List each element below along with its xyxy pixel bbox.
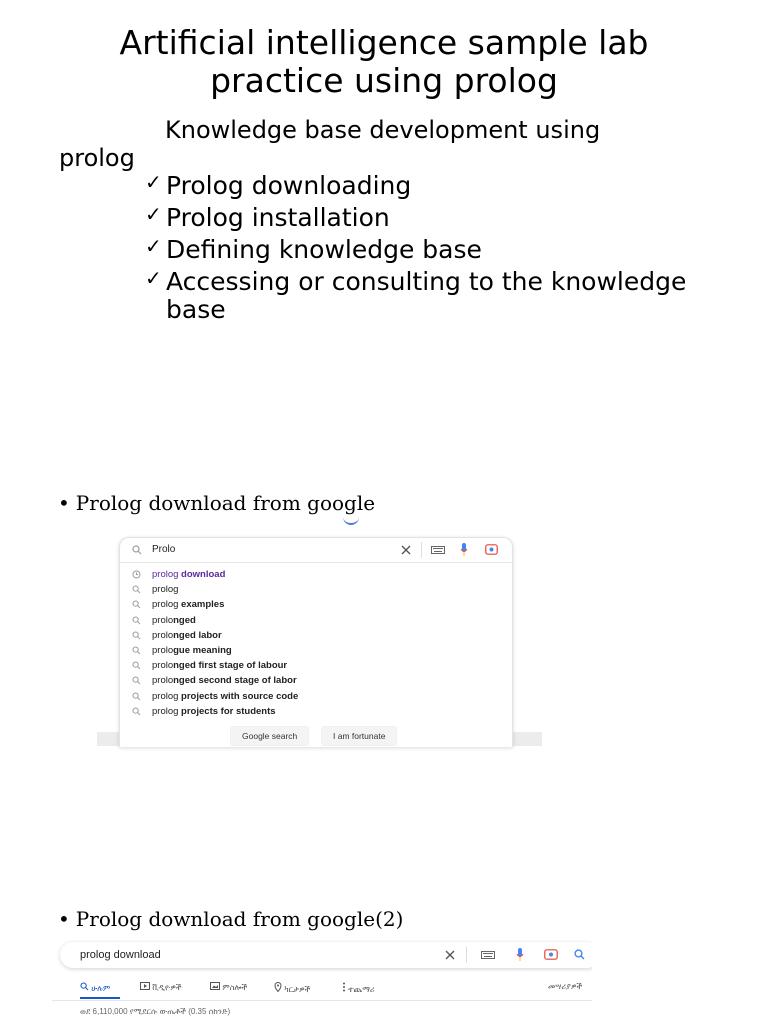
check-icon: ✓ xyxy=(145,266,162,290)
tab-more[interactable]: ተጨማሪ xyxy=(342,982,375,995)
check-icon: ✓ xyxy=(145,234,162,258)
mic-icon[interactable] xyxy=(460,543,468,556)
search-icon xyxy=(132,707,141,716)
suggestion-item[interactable]: prolog projects with source code xyxy=(120,689,512,704)
image-icon xyxy=(210,982,220,990)
title-line-1: Artificial intelligence sample lab xyxy=(119,23,649,62)
tab-images[interactable]: ምስሎች xyxy=(210,982,247,993)
suggestion-item[interactable]: prolonged labor xyxy=(120,628,512,643)
search-bar[interactable] xyxy=(120,538,512,563)
suggestion-item[interactable]: prologue meaning xyxy=(120,643,512,658)
search-icon xyxy=(132,600,141,609)
check-icon: ✓ xyxy=(145,202,162,226)
clear-icon[interactable] xyxy=(445,950,455,960)
divider xyxy=(421,542,422,558)
clear-icon[interactable] xyxy=(401,545,411,555)
subtitle-line-2: prolog xyxy=(59,144,135,172)
bullet-dot: • xyxy=(58,491,70,515)
suggestion-item[interactable]: prolog download xyxy=(120,567,512,582)
history-icon xyxy=(132,570,141,579)
divider xyxy=(466,947,467,963)
search-icon[interactable] xyxy=(574,949,585,960)
bullet-google-download-2: • Prolog download from google(2) xyxy=(58,907,404,931)
search-icon xyxy=(132,692,141,701)
search-icon xyxy=(132,661,141,670)
suggestion-list xyxy=(120,567,512,719)
mic-icon[interactable] xyxy=(516,948,524,961)
search-icon xyxy=(132,545,142,555)
result-count: ወደ 6,110,000 የሚደርሱ ውጤቶች (0.35 ሰከንድ) xyxy=(80,1007,231,1016)
tab-videos[interactable]: ቪዲዮዎች xyxy=(140,982,182,993)
bullet-google-download: • Prolog download from google xyxy=(58,491,376,515)
suggestion-item[interactable]: prolonged first stage of labour xyxy=(120,658,512,673)
checklist-item: ✓ Prolog installation xyxy=(145,202,390,232)
subtitle-line-1: Knowledge base development using xyxy=(165,116,601,144)
feeling-lucky-button[interactable]: I am fortunate xyxy=(321,726,397,746)
results-search-query[interactable]: prolog download xyxy=(80,949,161,961)
google-results-panel xyxy=(52,940,592,1024)
search-icon xyxy=(80,982,89,991)
suggestion-item[interactable]: prolog projects for students xyxy=(120,704,512,719)
slide-title xyxy=(0,24,768,100)
checklist-item: ✓ Accessing or consulting to the knowledge base xyxy=(145,266,687,324)
tabs-divider xyxy=(52,1000,592,1001)
camera-lens-icon[interactable] xyxy=(485,544,498,555)
search-icon xyxy=(132,616,141,625)
results-search-bar[interactable] xyxy=(60,942,592,968)
search-icon xyxy=(132,676,141,685)
google-search-button[interactable]: Google search xyxy=(230,726,309,746)
check-icon: ✓ xyxy=(145,170,162,194)
checklist-item: ✓ Prolog downloading xyxy=(145,170,412,200)
suggestion-item[interactable]: prolonged second stage of labor xyxy=(120,673,512,688)
google-suggest-panel xyxy=(119,537,513,747)
map-pin-icon xyxy=(274,982,282,992)
checklist-item: ✓ Defining knowledge base xyxy=(145,234,482,264)
tab-all[interactable]: ሁሉም xyxy=(80,982,110,994)
search-icon xyxy=(132,585,141,594)
suggestion-item[interactable]: prolog xyxy=(120,582,512,597)
blue-arc-decoration xyxy=(343,517,359,525)
suggestion-item[interactable]: prolog examples xyxy=(120,597,512,612)
active-tab-indicator xyxy=(80,997,120,999)
search-icon xyxy=(132,631,141,640)
tools-button[interactable]: መሣሪያዎች xyxy=(548,982,583,991)
search-query[interactable]: Prolo xyxy=(152,544,176,555)
tab-maps[interactable]: ካርታዎች xyxy=(274,982,310,995)
results-tabs xyxy=(80,982,592,1002)
keyboard-icon[interactable] xyxy=(431,546,445,554)
suggestion-item[interactable]: prolonged xyxy=(120,613,512,628)
search-icon xyxy=(132,646,141,655)
checklist xyxy=(145,172,706,328)
keyboard-icon[interactable] xyxy=(481,951,495,959)
camera-lens-icon[interactable] xyxy=(544,949,558,960)
more-icon xyxy=(342,982,346,992)
bullet-dot: • xyxy=(58,907,70,931)
title-line-2: practice using prolog xyxy=(210,61,558,100)
video-icon xyxy=(140,982,150,990)
